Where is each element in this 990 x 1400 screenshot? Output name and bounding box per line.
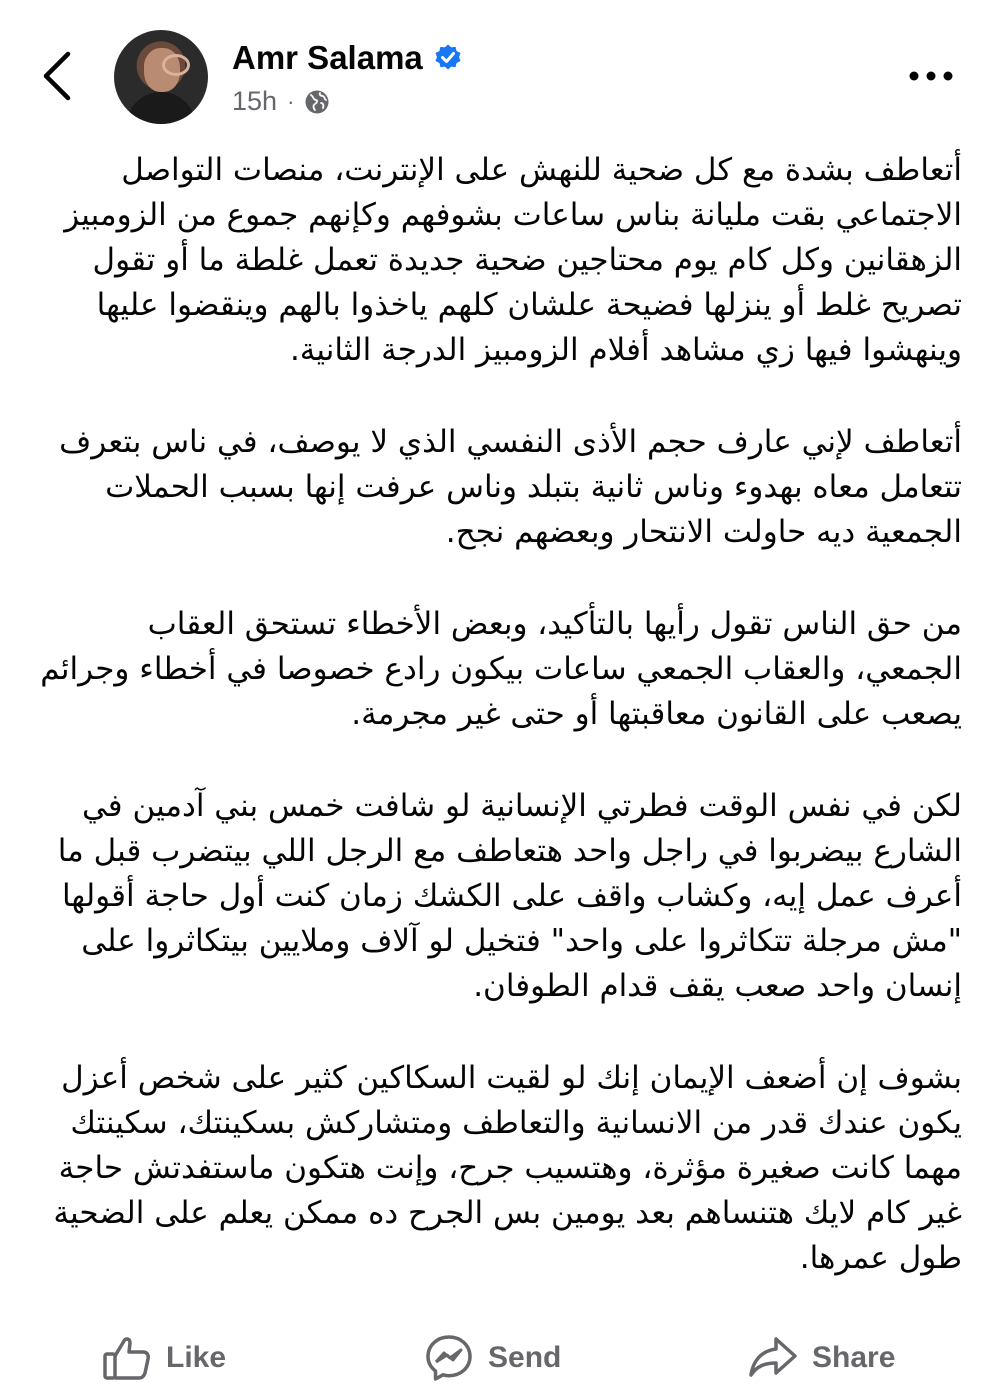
meta-separator: · [287,88,295,114]
post-paragraph: بشوف إن أضعف الإيمان إنك لو لقيت السكاكين كثير على شخص أعزل يكون عندك قدر من الانسانية والتعاطف ومتشاركش بسكينتك، سكينتك مهما كانت صغيرة مؤثرة، وهتسيب جرح، وإنت هتكون ماستفدتش حاجة غير كام لايك هتنساهم بعد يومين بس الجرح ده ممكن يعلم على الضحية طول عمرها. [53,1060,962,1276]
author-row [232,36,463,80]
post-meta [232,86,330,117]
share-arrow-icon [748,1333,798,1383]
avatar[interactable] [114,30,208,124]
post-time[interactable]: 15h [232,86,278,116]
share-label: Share [812,1341,896,1374]
post-paragraph: أتعاطف لإني عارف حجم الأذى النفسي الذي لا يوصف، في ناس بتعرف تتعامل معاه بهدوء وناس ثانية بتبلد وناس عرفت إنها بسبب الحملات الجمعية ديه حاولت الانتحار وبعضهم نجح. [59,424,962,550]
send-label: Send [488,1341,562,1374]
post-paragraph: أتعاطف بشدة مع كل ضحية للنهش على الإنترنت، منصات التواصل الاجتماعي بقت مليانة بناس ساعات بشوفهم وكإنهم جموع من الزومبيز الزهقانين وكل كام يوم محتاجين ضحية جديدة تعمل غلطة ما أو تقول تصريح غلط أو ينزلها فضيحة علشان كلهم ياخذوا بالهم وينقضوا عليها وينهشوا فيها زي مشاهد أفلام الزومبيز الدرجة الثانية. [64,152,962,368]
share-button[interactable] [748,1332,895,1384]
verified-badge-icon [433,43,463,73]
post-paragraph: من حق الناس تقول رأيها بالتأكيد، وبعض الأخطاء تستحق العقاب الجمعي، والعقاب الجمعي ساعات بيكون رادع خصوصا في أخطاء وجرائم يصعب على القانون معاقبتها أو حتى غير مجرمة. [40,606,962,732]
more-options-icon[interactable] [906,64,956,88]
send-button[interactable] [424,1332,561,1384]
globe-icon [304,89,330,115]
post-paragraph: لكن في نفس الوقت فطرتي الإنسانية لو شافت خمس بني آدمين في الشارع بيضربوا في راجل واحد هتعاطف مع الرجل اللي بيتضرب قبل ما أعرف عمل إيه، وكشاب واقف على الكشك زمان كنت أول حاجة أقولها "مش مرجلة تتكاثروا على واحد" فتخيل لو آلاف وملايين بيتكاثروا على إنسان واحد صعب يقف قدام الطوفان. [57,788,962,1004]
thumbs-up-icon [102,1333,152,1383]
action-bar [0,1322,990,1392]
like-label: Like [166,1341,227,1374]
back-arrow-icon[interactable] [36,48,80,104]
post-body [36,148,962,1281]
like-button[interactable] [102,1332,226,1384]
post-header [0,0,990,140]
author-name[interactable]: Amr Salama [232,39,423,76]
messenger-icon [424,1333,474,1383]
